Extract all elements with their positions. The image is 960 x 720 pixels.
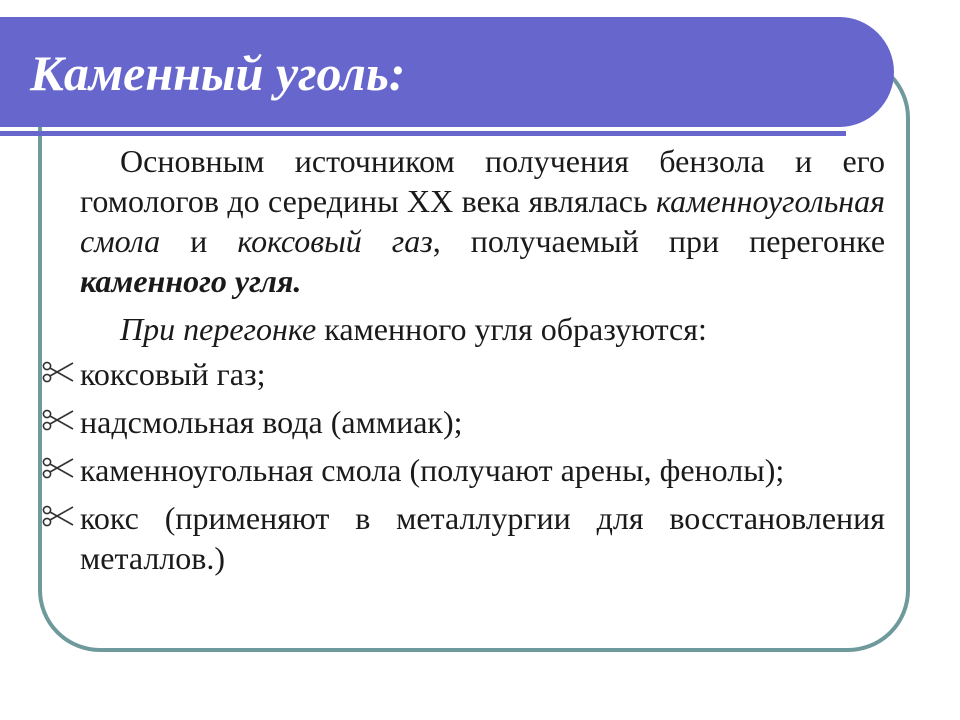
slide-title: Каменный уголь:	[30, 45, 406, 101]
scissors-icon	[42, 503, 76, 529]
paragraph-text: каменного угля образуются:	[316, 311, 707, 347]
paragraph-text: , получаемый при перегонке	[432, 223, 886, 259]
list-item	[80, 450, 885, 490]
list-item-text: надсмольная вода (аммиак);	[80, 404, 463, 440]
scissors-icon	[42, 407, 76, 433]
scissors-icon	[42, 455, 76, 481]
list-item	[80, 498, 885, 578]
list-item	[80, 354, 885, 394]
list-item-text: коксовый газ;	[80, 356, 266, 392]
paragraph-text: и	[160, 223, 238, 259]
term-distillation: При перегонке	[120, 311, 317, 347]
slide-body	[80, 141, 885, 578]
title-underline	[0, 131, 846, 136]
list-item-text: кокс (применяют в металлургии для восстановления металлов.)	[80, 500, 885, 576]
list-item-text: каменноугольная смола (получают арены, фенолы);	[80, 452, 785, 488]
paragraph-distillation	[80, 309, 885, 349]
paragraph-text: Основным источником получения бензола и его гомологов до середины XX века являлась	[80, 143, 885, 219]
list-item	[80, 402, 885, 442]
term-coal: каменного угля.	[80, 263, 302, 299]
term-coke-gas: коксовый газ	[237, 223, 433, 259]
term-coal-tar: каменноугольная смола	[80, 183, 885, 259]
paragraph-coal-sources	[80, 141, 885, 301]
scissors-icon	[42, 359, 76, 385]
